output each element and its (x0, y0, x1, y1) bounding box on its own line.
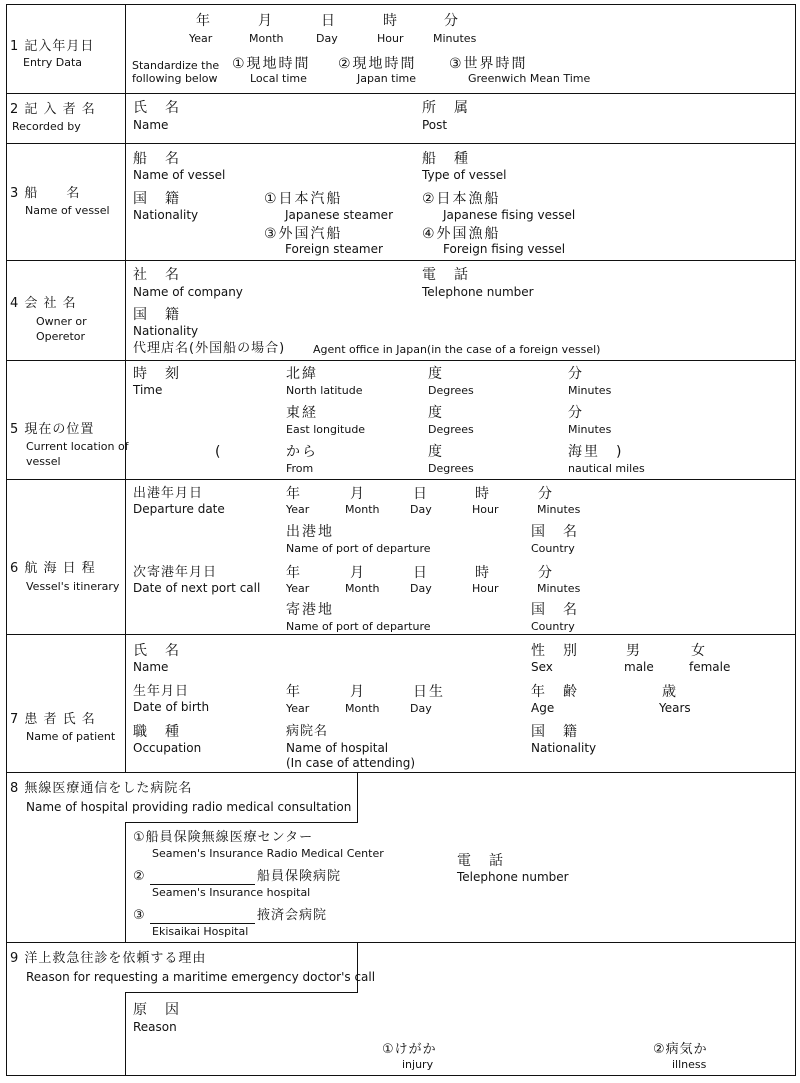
age-label: 年 齢 (531, 684, 579, 700)
departure-date-label-en: Departure date (133, 502, 225, 516)
post-label: 所 属 (422, 100, 470, 116)
hospital-option-1[interactable]: ①船員保険無線医療センター (133, 830, 314, 845)
s2-label-en: Recorded by (12, 120, 81, 133)
post-label-en: Post (422, 118, 448, 132)
nationality-label-en: Nationality (133, 208, 199, 222)
label-column-divider (125, 822, 126, 942)
next-hour-en: Hour (472, 582, 499, 595)
next-year: 年 (286, 565, 302, 581)
dep-year-en: Year (286, 503, 310, 516)
label-column-divider (125, 992, 126, 1076)
injury-option-en: injury (402, 1058, 434, 1071)
hospital-telephone-label: 電 話 (457, 853, 505, 869)
telephone-label-en: Telephone number (422, 285, 534, 299)
port-label-en: Name of port of departure (286, 542, 431, 555)
hospital-option-2-en: Seamen's Insurance hospital (152, 886, 311, 899)
option-japanese-fishing-en: Japanese fising vessel (443, 208, 576, 222)
label-column-divider (125, 4, 126, 772)
next-port-label-en: Date of next port call (133, 581, 261, 595)
country-label-en: Country (531, 542, 575, 555)
s9-title-en: Reason for requesting a maritime emergency doctor's call (26, 970, 376, 984)
s6-label: 6 航 海 日 程 (10, 561, 96, 576)
next-month: 月 (350, 565, 366, 581)
next-minutes-en: Minutes (537, 582, 581, 595)
s7-label-en: Name of patient (26, 730, 116, 743)
dob-month-en: Month (345, 702, 380, 715)
option-local-time[interactable]: ①現地時間 (232, 56, 311, 72)
s3-label-en: Name of vessel (25, 204, 110, 217)
from-label: から (286, 444, 318, 460)
occupation-label-en: Occupation (133, 741, 202, 755)
next-hour: 時 (475, 565, 491, 581)
lon-minutes-label-en: Minutes (568, 423, 612, 436)
patient-name-label-en: Name (133, 660, 169, 674)
lon-minutes-label: 分 (568, 405, 584, 421)
s6-label-en: Vessel's itinerary (26, 580, 120, 593)
lat-degrees-label: 度 (428, 366, 444, 382)
row-divider (6, 942, 796, 943)
option-japanese-steamer[interactable]: ①日本汽船 (264, 191, 343, 207)
s1-label-en: Entry Data (23, 56, 83, 69)
hospital-telephone-label-en: Telephone number (457, 870, 569, 884)
day-label: 日 (321, 13, 337, 29)
dep-month-en: Month (345, 503, 380, 516)
s9-title: 9 洋上救急往診を依頼する理由 (10, 951, 207, 966)
male-option-en: male (624, 660, 654, 674)
hospital-label-en: Name of hospital (286, 741, 389, 755)
lon-degrees-label: 度 (428, 405, 444, 421)
dep-year: 年 (286, 486, 302, 502)
minutes-label: 分 (444, 13, 460, 29)
time-label: 時 刻 (133, 366, 181, 382)
dep-month: 月 (350, 486, 366, 502)
dep-minutes: 分 (538, 486, 554, 502)
title-box-bottom (125, 822, 358, 823)
female-option[interactable]: 女 (691, 643, 707, 659)
s4-label-en-2: Operetor (36, 330, 86, 343)
call-country-label: 国 名 (531, 602, 579, 618)
name-label-en: Name (133, 118, 169, 132)
paren-open: ( (215, 444, 223, 460)
dep-hour-en: Hour (472, 503, 499, 516)
from-degrees-label-en: Degrees (428, 462, 474, 475)
hospital-option-1-en: Seamen's Insurance Radio Medical Center (152, 847, 384, 860)
call-port-label-en: Name of port of departure (286, 620, 431, 633)
hospital-label: 病院名 (286, 724, 329, 739)
dob-year-en: Year (286, 702, 310, 715)
agent-label-en: Agent office in Japan(in the case of a foreign vessel) (313, 343, 601, 356)
company-label: 社 名 (133, 267, 181, 283)
next-year-en: Year (286, 582, 310, 595)
hospital-3-blank[interactable] (150, 923, 255, 924)
hospital-option-2: 船員保険病院 (257, 869, 342, 884)
female-option-en: female (689, 660, 731, 674)
reason-label-en: Reason (133, 1020, 177, 1034)
telephone-label: 電 話 (422, 267, 470, 283)
dob-label: 生年月日 (133, 684, 190, 699)
dep-hour: 時 (475, 486, 491, 502)
dep-minutes-en: Minutes (537, 503, 581, 516)
dep-day: 日 (413, 486, 429, 502)
male-option[interactable]: 男 (626, 643, 642, 659)
nautical-miles-label-en: nautical miles (568, 462, 645, 475)
latitude-label-en: North latitude (286, 384, 363, 397)
from-degrees-label: 度 (428, 444, 444, 460)
title-box-right (357, 772, 358, 822)
dob-day: 日生 (413, 684, 445, 700)
hospital-option-3-num[interactable]: ③ (133, 908, 146, 923)
latitude-label: 北緯 (286, 366, 318, 382)
owner-nationality-label: 国 籍 (133, 307, 181, 323)
lat-minutes-label: 分 (568, 366, 584, 382)
month-label: 月 (258, 13, 274, 29)
option-japan-time[interactable]: ②現地時間 (338, 56, 417, 72)
s7-label: 7 患 者 氏 名 (10, 712, 96, 727)
s3-label: 3 船 名 (10, 186, 81, 201)
call-port-label: 寄港地 (286, 602, 334, 618)
option-japanese-fishing[interactable]: ②日本漁船 (422, 191, 501, 207)
next-minutes: 分 (538, 565, 554, 581)
patient-nationality-label-en: Nationality (531, 741, 597, 755)
row-divider (6, 772, 796, 773)
longitude-label-en: East longitude (286, 423, 366, 436)
title-box-bottom (125, 992, 358, 993)
s4-label-en-1: Owner or (36, 315, 87, 328)
next-port-label: 次寄港年月日 (133, 565, 218, 580)
injury-option[interactable]: ①けがか (382, 1042, 437, 1057)
s5-label-en-1: Current location of (26, 440, 129, 453)
standardize-note: Standardize the (132, 59, 220, 72)
hospital-option-2-num[interactable]: ② (133, 869, 146, 884)
hospital-option-3: 掖済会病院 (257, 908, 328, 923)
s5-label: 5 現在の位置 (10, 422, 95, 437)
country-label: 国 名 (531, 524, 579, 540)
option-foreign-fishing[interactable]: ④外国漁船 (422, 226, 501, 242)
vessel-name-label-en: Name of vessel (133, 168, 226, 182)
lat-minutes-label-en: Minutes (568, 384, 612, 397)
lon-degrees-label-en: Degrees (428, 423, 474, 436)
year-label: 年 (196, 13, 212, 29)
dob-day-en: Day (410, 702, 432, 715)
standardize-note-2: following below (132, 72, 218, 85)
s2-label: 2 記 入 者 名 (10, 102, 96, 117)
from-label-en: From (286, 462, 314, 475)
lat-degrees-label-en: Degrees (428, 384, 474, 397)
sex-label: 性 別 (531, 643, 579, 659)
dob-month: 月 (350, 684, 366, 700)
s1-label: 1 記入年月日 (10, 39, 95, 54)
nautical-miles-label: 海里 ) (568, 444, 624, 460)
s8-title: 8 無線医療通信をした病院名 (10, 781, 193, 796)
s8-title-en: Name of hospital providing radio medical consultation (26, 800, 352, 814)
option-foreign-fishing-en: Foreign fising vessel (443, 242, 566, 256)
agent-label: 代理店名(外国船の場合) (133, 341, 286, 356)
years-label-en: Years (659, 701, 691, 715)
option-japanese-steamer-en: Japanese steamer (285, 208, 393, 222)
call-country-label-en: Country (531, 620, 575, 633)
time-label-en: Time (133, 383, 163, 397)
next-month-en: Month (345, 582, 380, 595)
age-label-en: Age (531, 701, 555, 715)
vessel-name-label: 船 名 (133, 151, 181, 167)
reason-label: 原 因 (133, 1002, 181, 1018)
title-box-right (357, 942, 358, 992)
illness-option-en: illness (672, 1058, 707, 1071)
owner-nationality-label-en: Nationality (133, 324, 199, 338)
option-gmt[interactable]: ③世界時間 (449, 56, 528, 72)
option-japan-time-en: Japan time (357, 72, 417, 85)
patient-name-label: 氏 名 (133, 643, 181, 659)
years-label: 歳 (662, 684, 678, 700)
option-foreign-steamer[interactable]: ③外国汽船 (264, 226, 343, 242)
departure-date-label: 出港年月日 (133, 486, 204, 501)
dob-year: 年 (286, 684, 302, 700)
illness-option[interactable]: ②病気か (653, 1042, 708, 1057)
company-label-en: Name of company (133, 285, 243, 299)
vessel-type-label-en: Type of vessel (422, 168, 507, 182)
longitude-label: 東経 (286, 405, 318, 421)
sex-label-en: Sex (531, 660, 553, 674)
hospital-2-blank[interactable] (150, 884, 255, 885)
option-local-time-en: Local time (250, 72, 307, 85)
nationality-label: 国 籍 (133, 191, 181, 207)
next-day-en: Day (410, 582, 432, 595)
patient-nationality-label: 国 籍 (531, 724, 579, 740)
next-day: 日 (413, 565, 429, 581)
name-label: 氏 名 (133, 100, 181, 116)
dob-label-en: Date of birth (133, 700, 210, 714)
dep-day-en: Day (410, 503, 432, 516)
year-label-en: Year (189, 32, 213, 45)
occupation-label: 職 種 (133, 724, 181, 740)
port-label: 出港地 (286, 524, 334, 540)
s5-label-en-2: vessel (26, 455, 61, 468)
hospital-label-en-2: (In case of attending) (286, 756, 416, 770)
minutes-label-en: Minutes (433, 32, 477, 45)
vessel-type-label: 船 種 (422, 151, 470, 167)
option-foreign-steamer-en: Foreign steamer (285, 242, 383, 256)
month-label-en: Month (249, 32, 284, 45)
day-label-en: Day (316, 32, 338, 45)
s4-label: 4 会 社 名 (10, 296, 77, 311)
hour-label-en: Hour (377, 32, 404, 45)
hour-label: 時 (383, 13, 399, 29)
option-gmt-en: Greenwich Mean Time (468, 72, 591, 85)
hospital-option-3-en: Ekisaikai Hospital (152, 925, 249, 938)
